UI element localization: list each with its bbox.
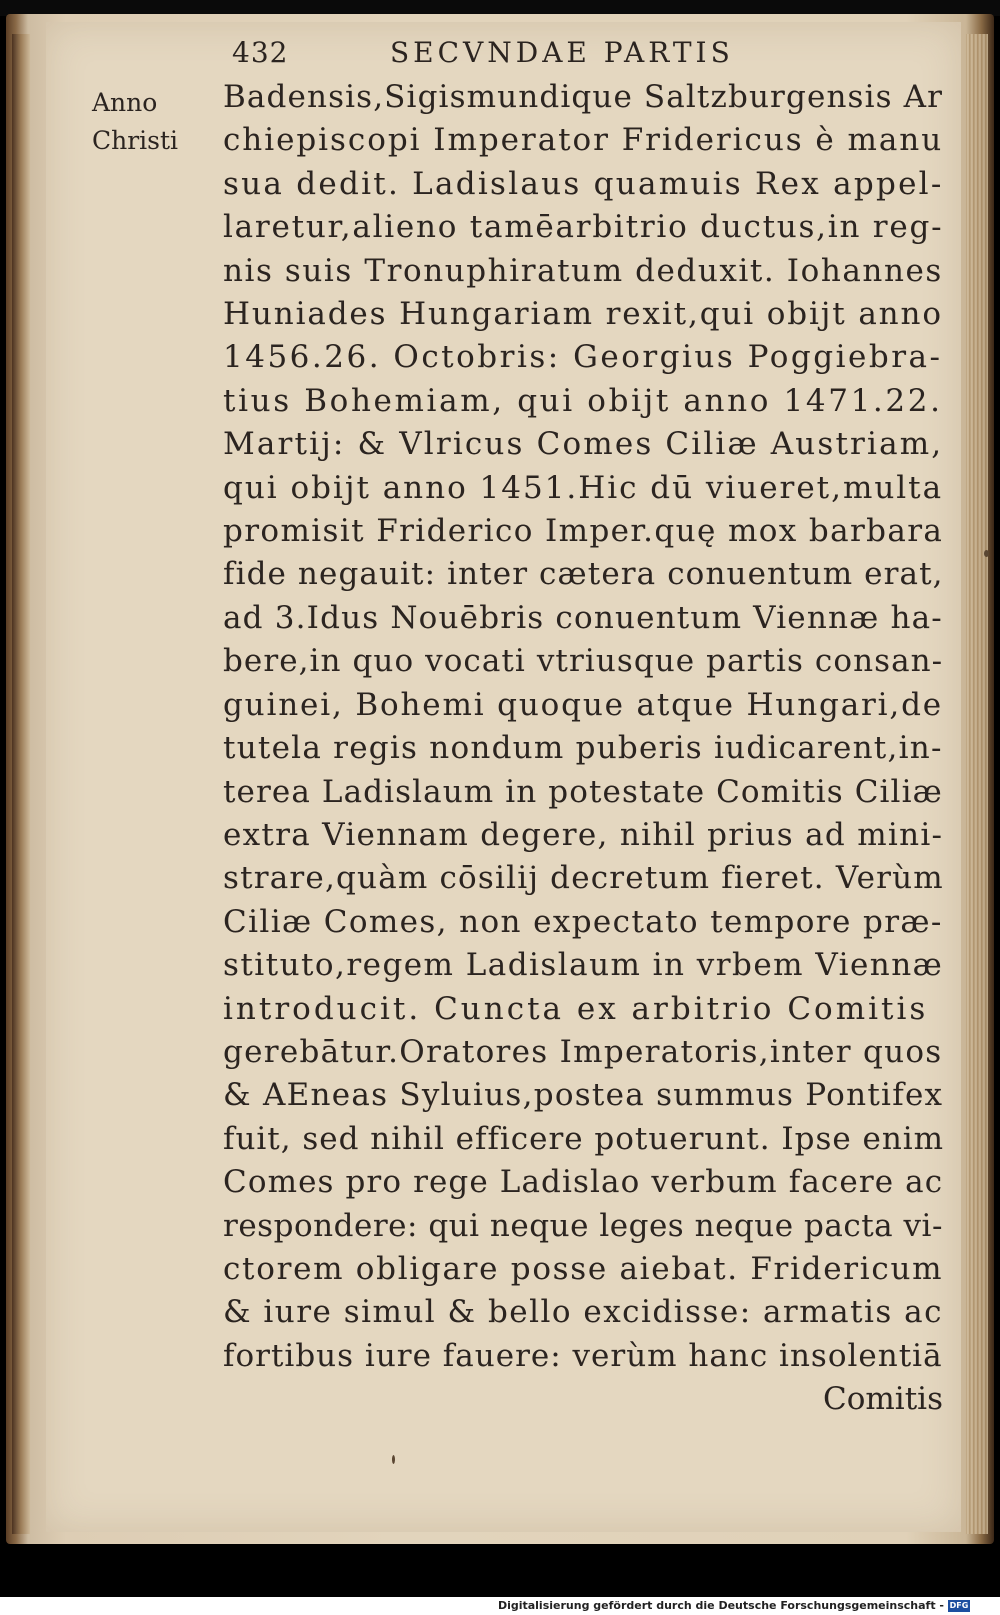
text-line: terea Ladislaum in potestate Comitis Ciliæ [223, 773, 943, 810]
dfg-logo-icon: DFG [949, 1600, 969, 1610]
text-line: Badensis,Sigismundique Saltzburgensis Ar [223, 79, 944, 115]
margin-line: Anno [92, 88, 158, 117]
text-line: introducit. Cuncta ex arbitrio Comitis [223, 990, 929, 1027]
catchword: Comitis [823, 1381, 943, 1418]
text-line: fortibus iure fauere: verùm hanc insolentiā [223, 1337, 943, 1374]
text-line: chiepiscopi Imperator Fridericus è manu [223, 122, 944, 159]
body-text [223, 76, 943, 1422]
text-line: stituto,regem Ladislaum in vrbem Viennæ [223, 947, 944, 984]
text-line: strare,quàm cōsilij decretum fieret. Verùm [223, 860, 944, 897]
text-line: qui obijt anno 1451.Hic dū viueret,multa [223, 469, 944, 506]
text-line: & AEneas Syluius,postea summus Pontifex [223, 1077, 944, 1114]
page-header [232, 36, 952, 76]
text-line: Comes pro rege Ladislao verbum facere ac [223, 1164, 944, 1201]
binding-shadow [12, 34, 30, 1534]
text-line: tutela regis nondum puberis iudicarent,in- [223, 730, 943, 767]
page-edges [966, 34, 988, 1534]
text-line: nis suis Tronuphiratum deduxit. Iohannes [223, 252, 943, 289]
text-line: extra Viennam degere, nihil prius ad mini- [223, 816, 944, 853]
digitization-credit [498, 1599, 970, 1612]
running-head: SECVNDAE PARTIS [390, 36, 734, 69]
margin-note [92, 84, 202, 160]
text-line: ad 3.Idus Nouēbris conuentum Viennæ ha- [223, 599, 943, 636]
text-line: bere,in quo vocati vtriusque partis consan- [223, 643, 944, 680]
text-line: fide negauit: inter cætera conuentum erat, [223, 556, 944, 593]
text-line: fuit, sed nihil efficere potuerunt. Ipse enim [223, 1120, 945, 1157]
text-line: laretur,alieno tamēarbitrio ductus,in reg- [223, 209, 944, 246]
credit-text: Digitalisierung gefördert durch die Deutsche Forschungsgemeinschaft - [497, 1599, 944, 1612]
ink-spot [392, 1455, 395, 1464]
text-line: ctorem obligare posse aiebat. Fridericum [223, 1250, 944, 1287]
text-line: 1456.26. Octobris: Georgius Poggiebra- [223, 339, 943, 376]
text-line: guinei, Bohemi quoque atque Hungari,de [223, 686, 943, 723]
ink-spot [984, 550, 989, 557]
text-line: Martij: & Vlricus Comes Ciliæ Austriam, [223, 426, 944, 463]
text-line: respondere: qui neque leges neque pacta vi- [223, 1207, 943, 1244]
text-line: Ciliæ Comes, non expectato tempore præ- [223, 903, 943, 940]
text-line: sua dedit. Ladislaus quamuis Rex appel- [223, 165, 944, 202]
text-line: tius Bohemiam, qui obijt anno 1471.22. [223, 382, 943, 419]
margin-line: Christi [92, 126, 179, 155]
text-line: promisit Friderico Imper.quę mox barbara [223, 513, 944, 550]
page-number: 432 [232, 36, 289, 69]
text-line: gerebātur.Oratores Imperatoris,inter quos [223, 1033, 943, 1070]
text-line: & iure simul & bello excidisse: armatis ac [223, 1294, 943, 1331]
text-line: Huniades Hungariam rexit,qui obijt anno [223, 296, 943, 333]
